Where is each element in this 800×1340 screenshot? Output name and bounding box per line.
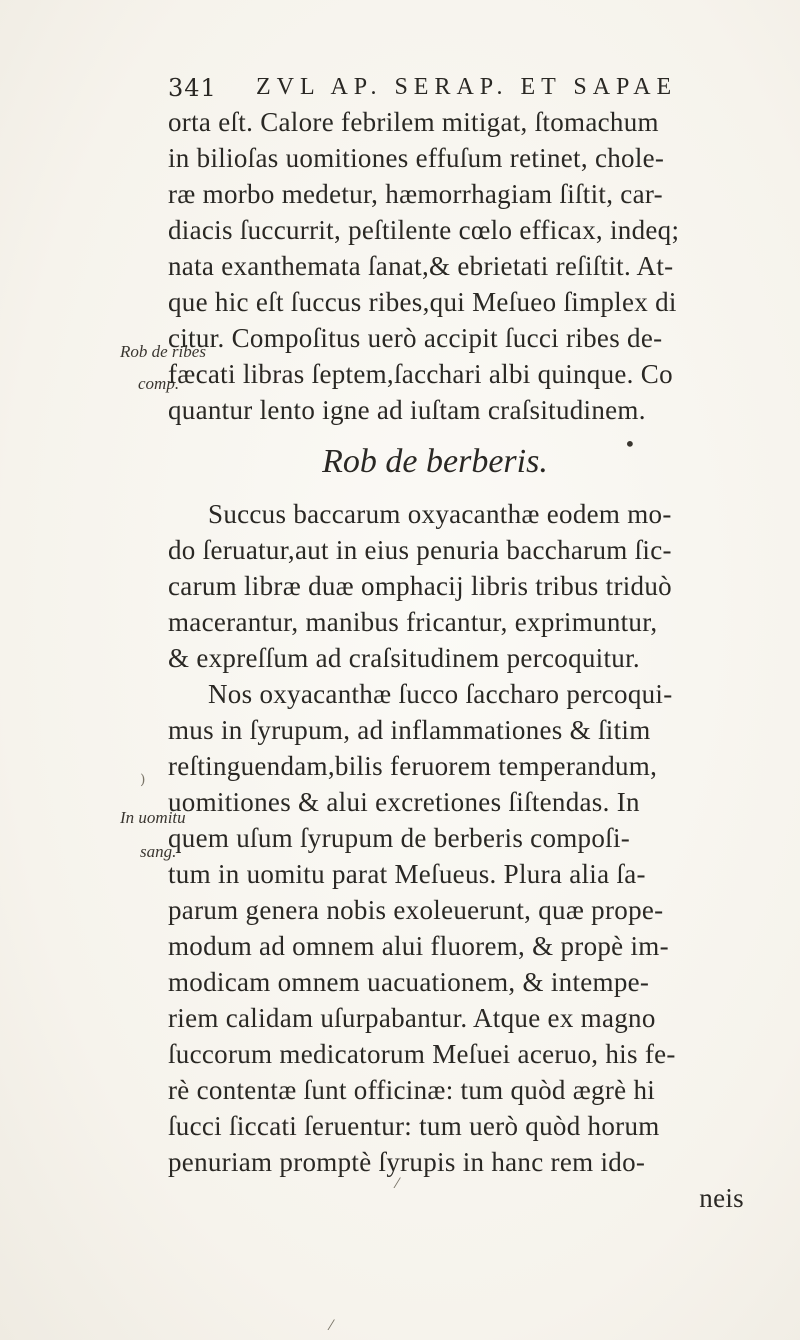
- text-line: que hic eſt ſuccus ribes,qui Meſueo ſimplex di: [168, 287, 677, 317]
- margin-note-rob-de-ribes: Rob de ribes: [120, 342, 206, 361]
- section-heading: Rob de berberis.: [322, 443, 548, 480]
- catchword: neis: [699, 1183, 744, 1213]
- margin-note-sang: sang.: [140, 842, 177, 861]
- text-line: diacis ſuccurrit, peſtilente cœlo efficax, indeq;: [168, 215, 680, 245]
- text-line: rè contentæ ſunt officinæ: tum quòd ægrè hi: [168, 1075, 656, 1105]
- stray-mark: ⁄: [396, 1176, 399, 1192]
- text-line: riem calidam uſurpabantur. Atque ex magno: [168, 1003, 656, 1033]
- text-line: ſucci ſiccati ſeruentur: tum uerò quòd horum: [168, 1111, 660, 1141]
- text-line: carum libræ duæ omphacij libris tribus triduò: [168, 571, 672, 601]
- text-line: quem uſum ſyrupum de berberis compoſi-: [168, 823, 631, 853]
- bracket-mark: ): [140, 772, 146, 788]
- text-line: orta eſt. Calore febrilem mitigat, ſtomachum: [168, 107, 659, 137]
- margin-note-in-uomitu: In uomitu: [120, 808, 186, 827]
- margin-note-comp: comp.: [138, 374, 180, 393]
- text-line: fæcati libras ſeptem,ſacchari albi quinque. Co: [168, 359, 673, 389]
- text-line: macerantur, manibus fricantur, exprimuntur,: [168, 607, 658, 637]
- page-number: 341: [168, 74, 217, 102]
- text-line: parum genera nobis exoleuerunt, quæ prope-: [168, 895, 664, 925]
- text-line: ræ morbo medetur, hæmorrhagiam ſiſtit, car-: [168, 179, 663, 209]
- text-line: uomitiones & alui excretiones ſiſtendas. In: [168, 787, 640, 817]
- text-line: reſtinguendam,bilis feruorem temperandum,: [168, 751, 658, 781]
- main-text: [168, 104, 752, 1216]
- text-line: Nos oxyacanthæ ſucco ſaccharo percoqui-: [208, 679, 673, 709]
- text-line: do ſeruatur,aut in eius penuria baccharum ſic-: [168, 535, 672, 565]
- text-line: tum in uomitu parat Meſueus. Plura alia ſa-: [168, 859, 646, 889]
- text-line: in bilioſas uomitiones effuſum retinet, chole-: [168, 143, 665, 173]
- text-line: ſuccorum medicatorum Meſuei aceruo, his fe-: [168, 1039, 676, 1069]
- text-line: & expreſſum ad craſsitudinem percoquitur.: [168, 643, 640, 673]
- text-line: mus in ſyrupum, ad inflammationes & ſitim: [168, 715, 651, 745]
- text-line: penuriam promptè ſyrupis in hanc rem ido-: [168, 1147, 646, 1177]
- text-line: Succus baccarum oxyacanthæ eodem mo-: [208, 499, 672, 529]
- running-title: ZVL AP. SERAP. ET SAPAE: [256, 74, 678, 100]
- text-line: modicam omnem uacuationem, & intempe-: [168, 967, 650, 997]
- text-line: citur. Compoſitus uerò accipit ſucci ribes de-: [168, 323, 663, 353]
- ink-dot-mark: •: [624, 432, 636, 456]
- text-line: modum ad omnem alui fluorem, & propè im-: [168, 931, 669, 961]
- stray-mark: ⁄: [330, 1318, 333, 1334]
- text-line: nata exanthemata ſanat,& ebrietati reſiſtit. At-: [168, 251, 674, 281]
- text-line: quantur lento igne ad iuſtam craſsitudinem.: [168, 395, 646, 425]
